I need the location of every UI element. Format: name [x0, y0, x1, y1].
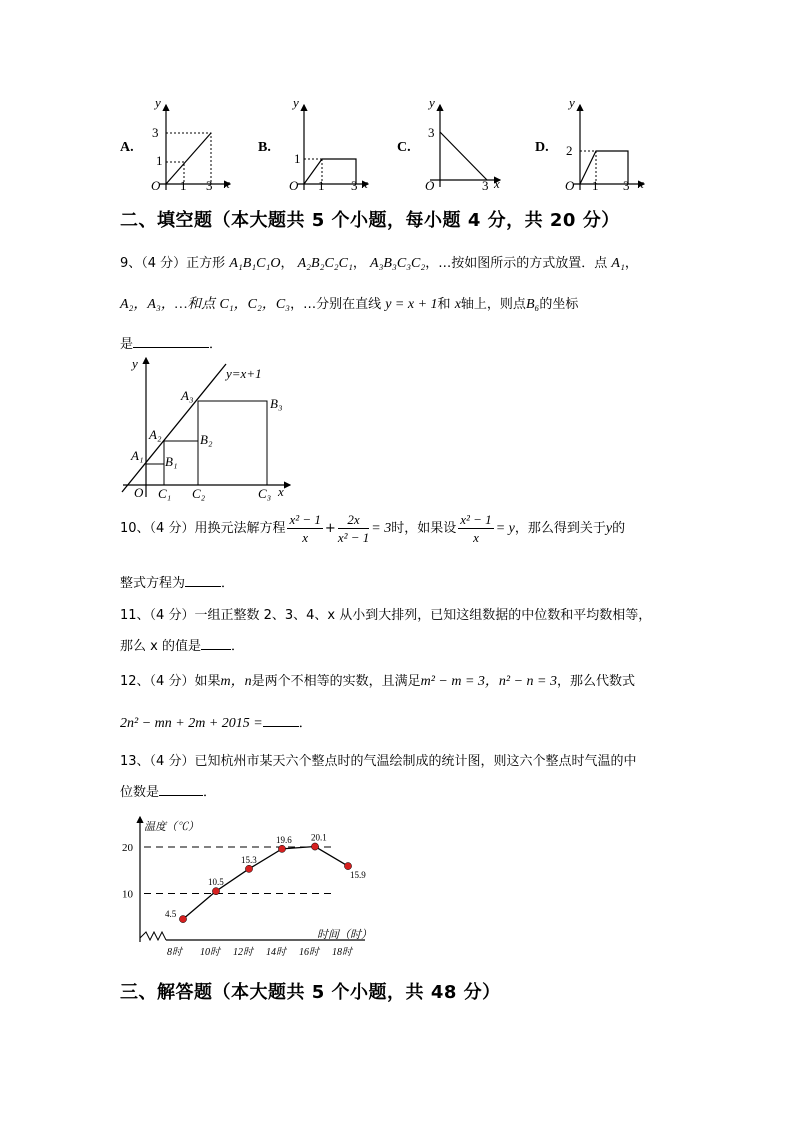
chart-y-label: 温度（℃） [144, 821, 199, 833]
q10-eqy: = y [495, 521, 515, 536]
q11-line2-text: 那么 x 的值是 [120, 639, 201, 654]
data-label-1: 10.5 [208, 877, 224, 888]
q10-line2-end: ． [221, 576, 235, 591]
temperature-chart [110, 812, 380, 962]
graph-c [425, 95, 500, 193]
graph-d-xtick1: 1 [592, 178, 599, 193]
graph-c-y: y [429, 95, 435, 110]
q11-answer-blank[interactable] [201, 637, 231, 650]
graph-d-x: x [638, 176, 644, 191]
q9-line2 [120, 293, 578, 313]
q10-eq3: = 3 [371, 521, 392, 536]
q12-condition: m² − m = 3，n² − n = 3 [420, 674, 557, 689]
q9-line1-suffix: ，…按如图所示的方式放置．点 [425, 256, 608, 271]
q10-line1 [120, 512, 625, 545]
q13-line2 [120, 781, 216, 800]
data-point-5 [344, 862, 351, 869]
option-graphs-svg [0, 95, 794, 195]
graph-b-x: x [362, 176, 368, 191]
q9-fig-c1: C₁ [158, 486, 172, 501]
graph-a-x: x [224, 176, 230, 191]
q9-prefix: 9、（4 分）正方形 [120, 256, 226, 271]
q9-fig-b1: B₁ [165, 454, 178, 469]
q9-line3-text: 是 [120, 337, 134, 352]
q11-line2 [120, 635, 244, 654]
graph-c-xtick3: 3 [482, 178, 489, 193]
option-d-label: D. [535, 140, 549, 155]
graph-c-origin: O [425, 178, 435, 193]
graph-b-y: y [293, 95, 299, 110]
q9-figure [118, 352, 298, 502]
q9-fig-b3: B₃ [270, 396, 283, 411]
q9-fig-a1: A₁ [131, 448, 144, 463]
graph-b [289, 95, 368, 193]
q10-fraction-1: $\frac{\text{x² − 1}}{x}$ [289, 512, 321, 545]
q12-expression: 2n² − mn + 2m + 2015 = [120, 716, 263, 731]
x-tick-label-3: 14时 [266, 947, 286, 958]
q13-line2-text: 位数是 [120, 785, 160, 800]
q9-line3 [120, 333, 222, 352]
graph-b-xtick1: 1 [318, 178, 325, 193]
q12-line2 [120, 712, 312, 732]
q10-answer-blank[interactable] [185, 574, 221, 587]
q9-fig-origin: O [134, 485, 144, 500]
graph-d-origin: O [565, 178, 575, 193]
q10-prefix: 10、（4 分）用换元法解方程 [120, 521, 286, 536]
chart-x-label: 时间（时） [317, 929, 372, 941]
x-tick-label-0: 8时 [167, 947, 182, 958]
q9-fig-a3: A₃ [181, 388, 194, 403]
option-b-label: B. [258, 140, 271, 155]
chart-axis-break [140, 932, 166, 940]
data-point-2 [245, 865, 252, 872]
q9-square1: A₁B₁C₁O [229, 256, 281, 271]
q13-line2-end: ． [203, 785, 217, 800]
q12-prefix: 12、（4 分）如果 [120, 674, 221, 689]
q10-mid: 时，如果设 [391, 521, 457, 536]
q9-line2-b: ，…分别在直线 [290, 297, 382, 312]
q12-mid: 是两个不相等的实数，且满足 [251, 674, 421, 689]
graph-a-xtick1: 1 [180, 178, 187, 193]
q10-suffix: ，那么得到关于 [514, 521, 606, 536]
data-point-1 [212, 888, 219, 895]
option-a-label: A. [120, 140, 134, 155]
q9-fig-c3: C₃ [258, 486, 272, 501]
q12-vars: m，n [220, 674, 252, 689]
q9-line1: 9、（4 分）正方形 A₁B₁C₁O， A₂B₂C₂C₁， A₃B₃C₃C₂，…按如图所示的方式放置．点 A₁， [120, 256, 638, 271]
q10-plus: + [324, 521, 336, 536]
data-label-2: 15.3 [241, 854, 257, 865]
q9-fig-c2: C₂ [192, 486, 206, 501]
data-label-5: 15.9 [350, 870, 366, 881]
q9-line2-d: 和 [437, 297, 451, 312]
x-tick-label-4: 16时 [299, 947, 319, 958]
q9-line-eq: y = x + 1 [385, 297, 438, 312]
q13-line1: 13、（4 分）已知杭州市某天六个整点时的气温绘制成的统计图，则这六个整点时气温的中 [120, 754, 637, 769]
q9-points-a: A₂，A₃，…和点 [120, 297, 216, 312]
graph-d-y: y [569, 95, 575, 110]
q9-x: x [454, 297, 461, 312]
option-c-label: C. [397, 140, 411, 155]
graph-a-ytick1: 1 [156, 153, 163, 168]
q9-fig-x: x [278, 484, 284, 499]
q11-line2-end: ． [230, 639, 244, 654]
q12-end: ． [298, 716, 312, 731]
graph-c-x: x [494, 176, 500, 191]
q9-square2: A₂B₂C₂C₁ [297, 256, 353, 271]
option-graphs-row [0, 95, 794, 195]
q9-fig-line-label: y=x+1 [226, 366, 262, 381]
q9-square3: A₃B₃C₃C₂ [370, 256, 426, 271]
q9-points-c: C₁，C₂，C₃ [219, 297, 291, 312]
q10-var-y: y [605, 521, 613, 536]
section-2-title: 二、填空题（本大题共 5 个小题，每小题 4 分，共 20 分） [120, 210, 620, 231]
graph-a-y: y [155, 95, 161, 110]
q9-fig-a2: A₂ [149, 427, 162, 442]
q12-suffix: ，那么代数式 [557, 674, 636, 689]
x-tick-label-5: 18时 [332, 947, 352, 958]
graph-c-ytick3: 3 [428, 125, 435, 140]
data-label-0: 4.5 [165, 909, 177, 920]
graph-a [151, 95, 230, 193]
graph-a-ytick3: 3 [152, 125, 159, 140]
section-3-title: 三、解答题（本大题共 5 个小题，共 48 分） [120, 982, 501, 1003]
q10-line2-text: 整式方程为 [120, 576, 186, 591]
q9-b6: B₆ [525, 297, 540, 312]
q10-fraction-2: $\frac{2x}{\text{x² − 1}}$ [337, 512, 370, 545]
x-tick-label-2: 12时 [233, 947, 253, 958]
q12-answer-blank[interactable] [263, 714, 299, 727]
q9-line2-f: 的坐标 [539, 297, 579, 312]
q10-fraction-3: $\frac{\text{x² − 1}}{x}$ [460, 512, 492, 545]
data-point-4 [311, 843, 318, 850]
q9-line3-end: ． [209, 337, 223, 352]
q13-answer-blank[interactable] [159, 783, 203, 796]
q12-line1 [120, 670, 635, 690]
q9-answer-blank[interactable] [133, 335, 209, 348]
graph-a-xtick3: 3 [206, 178, 213, 193]
graph-a-origin: O [151, 178, 161, 193]
q10-suffix2: 的 [612, 521, 626, 536]
reference-label-20: 20 [122, 842, 133, 854]
data-label-3: 19.6 [276, 834, 292, 845]
q9-fig-y: y [132, 356, 138, 371]
q9-fig-b2: B₂ [200, 432, 213, 447]
graph-b-ytick1: 1 [294, 151, 301, 166]
x-tick-label-1: 10时 [200, 947, 220, 958]
graph-d-xtick3: 3 [623, 178, 630, 193]
q11-line1: 11、（4 分）一组正整数 2、3、4、x 从小到大排列，已知这组数据的中位数和平均数相等， [120, 608, 652, 623]
data-label-4: 20.1 [311, 832, 327, 843]
graph-d [565, 95, 644, 193]
q9-point-a1: A₁ [611, 256, 625, 271]
q10-line2 [120, 572, 234, 591]
graph-b-origin: O [289, 178, 299, 193]
graph-d-ytick2: 2 [566, 143, 573, 158]
data-point-3 [278, 845, 285, 852]
graph-b-xtick3: 3 [351, 178, 358, 193]
reference-label-10: 10 [122, 888, 133, 901]
q9-line2-e: 轴上，则点 [460, 297, 526, 312]
data-point-0 [179, 915, 186, 922]
